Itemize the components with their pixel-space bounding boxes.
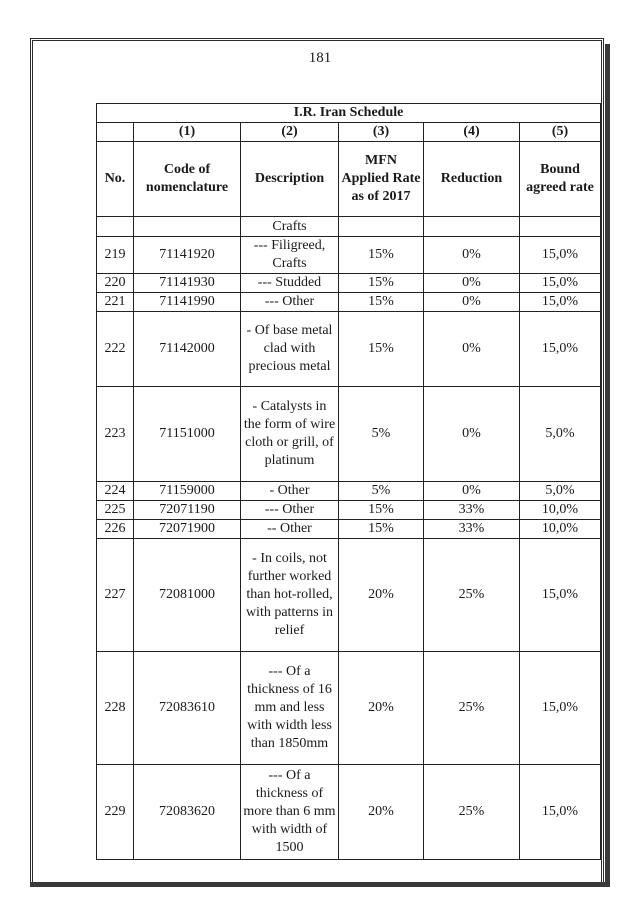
cell-bound-rate: 15,0% bbox=[520, 539, 601, 652]
cell-code: 71142000 bbox=[134, 312, 241, 387]
cell-bound-rate: 5,0% bbox=[520, 482, 601, 501]
column-number: (1) bbox=[134, 123, 241, 142]
column-number: (4) bbox=[424, 123, 520, 142]
column-number: (5) bbox=[520, 123, 601, 142]
cell-reduction: 0% bbox=[424, 274, 520, 293]
cell-code: 71141930 bbox=[134, 274, 241, 293]
table-title: I.R. Iran Schedule bbox=[97, 104, 601, 123]
cell-bound-rate: 15,0% bbox=[520, 765, 601, 860]
cell-description: - Catalysts in the form of wire cloth or grill, of platinum bbox=[241, 387, 339, 482]
table-row bbox=[97, 482, 601, 501]
cell-bound-rate: 15,0% bbox=[520, 274, 601, 293]
cell-reduction: 0% bbox=[424, 387, 520, 482]
cell-description: --- Of a thickness of more than 6 mm with width of 1500 bbox=[241, 765, 339, 860]
cell-reduction: 25% bbox=[424, 765, 520, 860]
cell-mfn-rate: 20% bbox=[339, 652, 424, 765]
cell-code: 72083620 bbox=[134, 765, 241, 860]
cell-mfn-rate: 20% bbox=[339, 765, 424, 860]
header-bound-rate: Bound agreed rate bbox=[520, 142, 601, 217]
cell-no: 229 bbox=[97, 765, 134, 860]
cell-mfn-rate: 5% bbox=[339, 387, 424, 482]
header-mfn-rate: MFN Applied Rate as of 2017 bbox=[339, 142, 424, 217]
cell-reduction: 0% bbox=[424, 293, 520, 312]
cell-reduction: 25% bbox=[424, 539, 520, 652]
table-row bbox=[97, 387, 601, 482]
header-code: Code of nomenclature bbox=[134, 142, 241, 217]
cell-code: 72071900 bbox=[134, 520, 241, 539]
column-number bbox=[97, 123, 134, 142]
cell-bound-rate: 15,0% bbox=[520, 652, 601, 765]
cell-code: 71141920 bbox=[134, 237, 241, 274]
cell-code: 71141990 bbox=[134, 293, 241, 312]
table-row bbox=[97, 293, 601, 312]
cell-mfn-rate: 15% bbox=[339, 293, 424, 312]
cell-description: -- Other bbox=[241, 520, 339, 539]
cell-bound-rate: 5,0% bbox=[520, 387, 601, 482]
cell-code: 71159000 bbox=[134, 482, 241, 501]
page-border-right-shadow bbox=[605, 44, 610, 887]
table-row bbox=[97, 274, 601, 293]
cell-description: --- Other bbox=[241, 501, 339, 520]
table-title-row bbox=[97, 104, 601, 123]
cell-no: 228 bbox=[97, 652, 134, 765]
cell-no: 227 bbox=[97, 539, 134, 652]
cell-bound-rate: 10,0% bbox=[520, 520, 601, 539]
table-row bbox=[97, 312, 601, 387]
cell-reduction: 0% bbox=[424, 482, 520, 501]
table-row bbox=[97, 520, 601, 539]
continued-description: Crafts bbox=[241, 217, 339, 237]
cell-description: --- Filigreed, Crafts bbox=[241, 237, 339, 274]
cell-description: - Of base metal clad with precious metal bbox=[241, 312, 339, 387]
cell-bound-rate: 15,0% bbox=[520, 312, 601, 387]
cell-mfn-rate: 15% bbox=[339, 501, 424, 520]
tariff-schedule-table bbox=[96, 103, 601, 860]
cell-reduction: 0% bbox=[424, 312, 520, 387]
cell-no: 221 bbox=[97, 293, 134, 312]
cell-bound-rate: 10,0% bbox=[520, 501, 601, 520]
page-number: 181 bbox=[308, 50, 332, 66]
table-row bbox=[97, 765, 601, 860]
cell-code: 72083610 bbox=[134, 652, 241, 765]
cell-description: --- Other bbox=[241, 293, 339, 312]
table-row bbox=[97, 539, 601, 652]
cell-code: 72081000 bbox=[134, 539, 241, 652]
cell-reduction: 0% bbox=[424, 237, 520, 274]
header-no: No. bbox=[97, 142, 134, 217]
cell-no: 225 bbox=[97, 501, 134, 520]
header-description: Description bbox=[241, 142, 339, 217]
table-row bbox=[97, 501, 601, 520]
cell-description: - In coils, not further worked than hot-rolled, with patterns in relief bbox=[241, 539, 339, 652]
cell-mfn-rate: 15% bbox=[339, 274, 424, 293]
cell-mfn-rate: 15% bbox=[339, 237, 424, 274]
cell-no: 220 bbox=[97, 274, 134, 293]
table-row bbox=[97, 652, 601, 765]
cell-description: --- Of a thickness of 16 mm and less with width less than 1850mm bbox=[241, 652, 339, 765]
cell-reduction: 33% bbox=[424, 501, 520, 520]
column-header-row bbox=[97, 142, 601, 217]
column-number: (2) bbox=[241, 123, 339, 142]
cell-description: - Other bbox=[241, 482, 339, 501]
cell-mfn-rate: 20% bbox=[339, 539, 424, 652]
cell-no: 219 bbox=[97, 237, 134, 274]
cell-code: 71151000 bbox=[134, 387, 241, 482]
cell-mfn-rate: 5% bbox=[339, 482, 424, 501]
cell-mfn-rate: 15% bbox=[339, 312, 424, 387]
page-border-bottom-shadow bbox=[30, 882, 610, 887]
cell-bound-rate: 15,0% bbox=[520, 293, 601, 312]
cell-no: 226 bbox=[97, 520, 134, 539]
cell-mfn-rate: 15% bbox=[339, 520, 424, 539]
cell-code: 72071190 bbox=[134, 501, 241, 520]
cell-no: 223 bbox=[97, 387, 134, 482]
cell-bound-rate: 15,0% bbox=[520, 237, 601, 274]
cell-description: --- Studded bbox=[241, 274, 339, 293]
column-number: (3) bbox=[339, 123, 424, 142]
cell-no: 224 bbox=[97, 482, 134, 501]
cell-reduction: 25% bbox=[424, 652, 520, 765]
column-number-row bbox=[97, 123, 601, 142]
table-row bbox=[97, 217, 601, 237]
header-reduction: Reduction bbox=[424, 142, 520, 217]
cell-reduction: 33% bbox=[424, 520, 520, 539]
table-row bbox=[97, 237, 601, 274]
cell-no: 222 bbox=[97, 312, 134, 387]
